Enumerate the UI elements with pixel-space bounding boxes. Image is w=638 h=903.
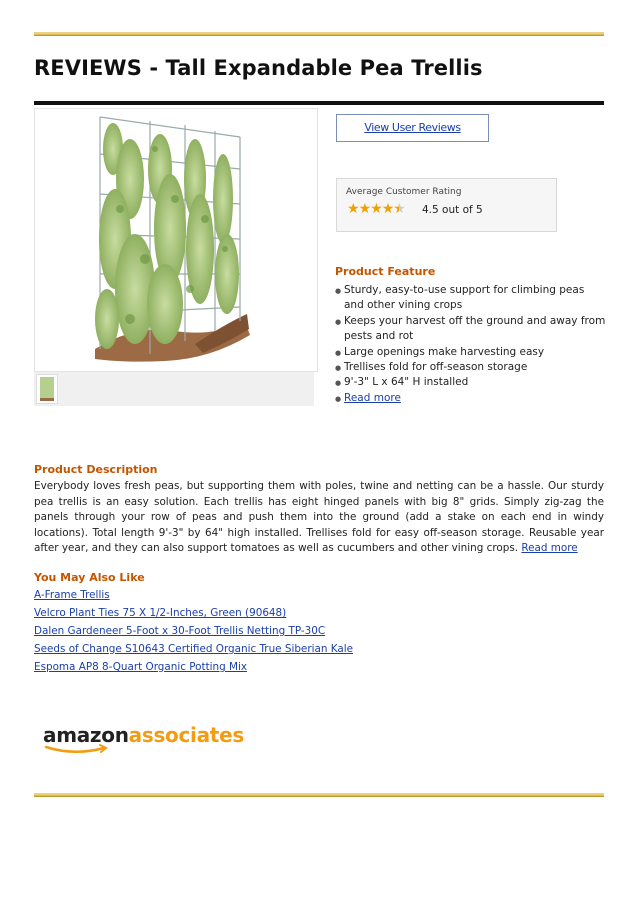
description-read-more-link[interactable]: Read more — [521, 542, 578, 555]
title-divider — [34, 101, 604, 105]
list-item — [34, 586, 353, 604]
view-user-reviews-link[interactable]: View User Reviews — [336, 114, 489, 142]
list-item — [335, 391, 607, 406]
related-product-link[interactable]: Dalen Gardeneer 5-Foot x 30-Foot Trellis Netting TP-30C — [34, 625, 326, 637]
related-product-link[interactable]: Velcro Plant Ties 75 X 1/2-Inches, Green (90648) — [34, 607, 287, 619]
product-thumbnail[interactable] — [36, 374, 58, 404]
bullet-icon: ● — [335, 317, 342, 326]
related-product-link[interactable]: A-Frame Trellis — [34, 589, 110, 601]
average-rating-box — [336, 178, 557, 232]
related-product-link[interactable]: Espoma AP8 8-Quart Organic Potting Mix — [34, 661, 248, 673]
bullet-icon: ● — [335, 379, 342, 388]
pea-trellis-illustration — [35, 109, 317, 371]
bottom-gold-divider — [34, 793, 604, 797]
product-description — [34, 479, 604, 557]
thumbnail-image — [37, 375, 57, 403]
page-title: REVIEWS - Tall Expandable Pea Trellis — [34, 56, 483, 80]
logo-part-associates: associates — [128, 723, 244, 747]
rating-label: Average Customer Rating — [346, 187, 462, 197]
product-feature-heading: Product Feature — [335, 265, 436, 278]
also-like-list — [34, 586, 353, 676]
related-product-link[interactable]: Seeds of Change S10643 Certified Organic True Siberian Kale — [34, 643, 354, 655]
feature-text: Sturdy, easy-to-use support for climbing peas and other vining crops — [344, 284, 585, 312]
list-item — [335, 314, 607, 345]
list-item — [335, 283, 607, 314]
list-item — [335, 375, 607, 390]
list-item — [335, 345, 607, 360]
star-rating-icon: ★★★★★ — [347, 201, 405, 217]
list-item — [34, 604, 353, 622]
feature-list — [335, 283, 607, 406]
bullet-icon: ● — [335, 287, 342, 295]
product-image[interactable] — [34, 108, 318, 372]
description-text: Everybody loves fresh peas, but supporting them with poles, twine and netting can be a hassle. Our sturdy pea trellis is an easy solution. Each trellis has eight hinged panels with big 8" grids. Simply zig-zag the panels through your row of peas and push them into the ground (add a stake on each end in windy locations). Total length 9'-3" by 64" high installed. Trellises fold for easy off-season storage. Reusable year after year, and they can also support tomatoes as well as cucumbers and other vining crops. — [34, 480, 604, 555]
bullet-icon: ● — [335, 348, 342, 357]
list-item — [34, 622, 353, 640]
rating-value: 4.5 out of 5 — [422, 204, 483, 216]
bullet-icon: ● — [335, 394, 342, 403]
bullet-icon: ● — [335, 364, 342, 373]
feature-text: Keeps your harvest off the ground and away from pests and rot — [344, 314, 606, 343]
list-item — [34, 640, 353, 658]
thumbnail-strip — [34, 372, 314, 406]
logo-part-amazon: amazon — [43, 723, 129, 747]
list-item — [34, 658, 353, 676]
top-gold-divider — [34, 32, 604, 36]
feature-read-more-link[interactable]: Read more — [344, 391, 401, 404]
feature-text: 9'-3" L x 64" H installed — [344, 376, 469, 389]
amazon-smile-icon — [44, 744, 114, 756]
product-description-heading: Product Description — [34, 463, 158, 476]
feature-text: Large openings make harvesting easy — [344, 345, 545, 358]
list-item — [335, 360, 607, 375]
feature-text: Trellises fold for off-season storage — [344, 361, 528, 374]
also-like-heading: You May Also Like — [34, 571, 145, 584]
